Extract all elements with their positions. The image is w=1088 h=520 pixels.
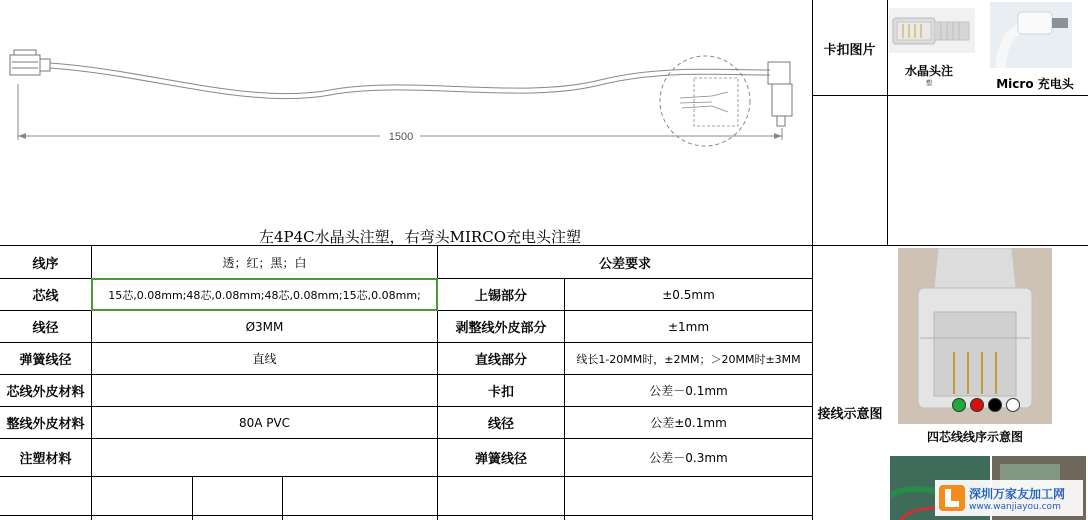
tol-value-clip: 公差－0.1mm [649, 384, 728, 398]
watermark-url: www.wanjiayou.com [969, 501, 1061, 512]
wiring-label: 接线示意图 [817, 406, 883, 422]
micro-connector-photo [990, 2, 1072, 68]
tol-value-strip: ±1mm [667, 319, 710, 334]
row-value-spring: 直线 [252, 352, 277, 366]
row-label-sequence: 线序 [32, 256, 59, 272]
watermark [935, 480, 1083, 516]
row-label-spring: 弹簧线径 [19, 353, 72, 368]
row-value-molding [92, 439, 437, 476]
tol-label-strip: 剥整线外皮部分 [455, 321, 547, 336]
micro-connector-drawing [768, 62, 792, 126]
row-value-core-jacket [92, 375, 437, 406]
tol-label-tin: 上锡部分 [474, 289, 527, 304]
row-label-core-jacket: 芯线外皮材料 [6, 385, 85, 400]
watermark-logo-icon [939, 485, 965, 511]
photo1-label: 水晶头注 [904, 63, 953, 78]
row-label-jacket: 整线外皮材料 [6, 417, 85, 432]
tol-value-tin: ±0.5mm [662, 287, 715, 302]
tol-value-diameter: 公差±0.1mm [650, 416, 727, 430]
wire-dot-2 [970, 398, 984, 412]
drawing-caption: 左4P4C水晶头注塑，右弯头MIRCO充电头注塑 [258, 227, 581, 246]
row-label-diameter: 线径 [32, 321, 59, 336]
wire-dot-3 [988, 398, 1002, 412]
tol-value-spring: 公差－0.3mm [649, 451, 728, 465]
cable-line [50, 63, 770, 99]
row-value-core-selected[interactable]: 15芯,0.08mm;48芯,0.08mm;48芯,0.08mm;15芯,0.08mm; [91, 278, 438, 311]
row-label-core: 芯线 [32, 289, 59, 304]
tol-label-clip: 卡扣 [487, 385, 514, 400]
rj-connector-drawing [10, 50, 50, 75]
rj-plug-photo [889, 8, 975, 53]
row-label-molding: 注塑材料 [19, 452, 72, 467]
tolerance-header: 公差要求 [598, 256, 651, 272]
row-value-jacket: 80A PVC [238, 415, 291, 430]
row-value-diameter: Ø3MM [245, 319, 284, 334]
wire-dot-1 [952, 398, 966, 412]
tol-label-spring: 弹簧线径 [474, 452, 527, 467]
wiring-photo [898, 248, 1052, 424]
tol-label-straight: 直线部分 [474, 353, 527, 368]
clip-image-label: 卡扣图片 [823, 42, 876, 58]
row-value-sequence: 透；红；黑；白 [222, 255, 307, 270]
photo1-sublabel: 塑 [925, 80, 932, 87]
tol-value-straight: 线长1-20MM时，±2MM；＞20MM时±3MM [576, 352, 801, 366]
length-label: 1500 [388, 131, 414, 143]
cable-drawing [0, 0, 812, 245]
tol-label-diameter: 线径 [487, 417, 514, 432]
wiring-caption: 四芯线线序示意图 [926, 429, 1023, 444]
watermark-title: 深圳万家友加工网 [969, 486, 1066, 501]
photo2-label: Micro 充电头 [996, 76, 1074, 91]
wire-dot-4 [1006, 398, 1020, 412]
